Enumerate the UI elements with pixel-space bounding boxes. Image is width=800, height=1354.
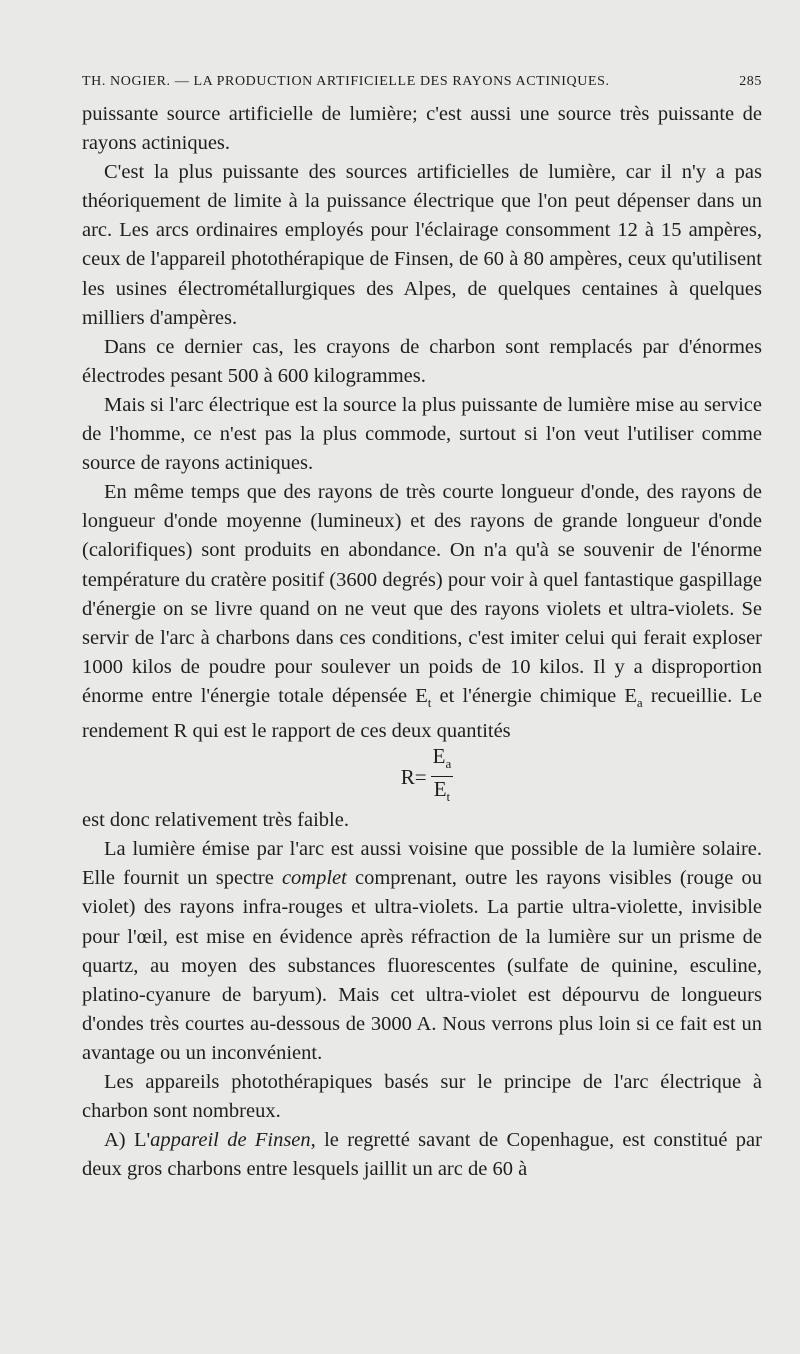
paragraph-1: puissante source artificielle de lumière; c'est aussi une source très puissante de rayons actiniques.	[82, 103, 762, 155]
paragraph-7-part-a: La lumière émise par l'arc est aussi voisine que possible de la lumière solaire. Elle fournit un spectre	[82, 838, 762, 890]
page-number: 285	[739, 74, 762, 89]
denominator-subscript: t	[446, 788, 451, 804]
paragraph-5	[82, 478, 762, 746]
formula-equals: =	[414, 764, 427, 789]
emphasis-appareil-finsen: appareil de Finsen	[150, 1129, 311, 1152]
paragraph-3: Dans ce dernier cas, les crayons de charbon sont remplacés par d'énormes électrodes pesant 500 à 600 kilogrammes.	[82, 335, 762, 387]
paragraph-6: est donc relativement très faible.	[82, 809, 349, 832]
paragraph-7-part-b: comprenant, outre les rayons visibles (rouge ou violet) des rayons infra-rouges et ultra-violets. La partie ultra-violette, invisible pour l'œil, est mise en évidence après réfraction de la lumière sur un prisme de quartz, au moyen des substances fluorescentes (sulfate de quinine, esculine, platino-cyanure de baryum). Mais cet ultra-violet est dépourvu de longueurs d'ondes très courtes au-dessous de 3000 A. Nous verrons plus loin si ce fait est un avantage ou un inconvénient.	[82, 867, 762, 1064]
formula-denominator	[434, 777, 450, 809]
paragraph-8: Les appareils photothérapiques basés sur le principe de l'arc électrique à charbon sont nombreux.	[82, 1071, 762, 1123]
paragraph-5-part-c: recueillie. Le rendement R qui est le rapport de ces deux quantités	[82, 684, 762, 743]
numerator-symbol: E	[432, 744, 446, 769]
paragraph-2: C'est la plus puissante des sources artificielles de lumière, car il n'y a pas théoriquement de limite à la puissance électrique que l'on peut dépenser dans un arc. Les arcs ordinaires employés pour l'éclairage consomment 12 à 15 ampères, ceux de l'appareil photothérapique de Finsen, de 60 à 80 ampères, ceux qu'utilisent les usines électrométallurgiques des Alpes, de quelques centaines à quelques milliers d'ampères.	[82, 161, 762, 329]
page-header	[82, 74, 762, 90]
paragraph-4: Mais si l'arc électrique est la source la plus puissante de lumière mise au service de l'homme, ce n'est pas la plus commode, surtout si l'on veut l'utiliser comme source de rayons actiniques.	[82, 393, 762, 475]
running-title: TH. NOGIER. — LA PRODUCTION ARTIFICIELLE DES RAYONS ACTINIQUES.	[82, 74, 610, 89]
denominator-symbol: E	[433, 776, 447, 801]
paragraph-5-part-a: En même temps que des rayons de très courte longueur d'onde, des rayons de longueur d'onde moyenne (lumineux) et des rayons de grande longueur d'onde (calorifiques) sont produits en abondance. On n'a qu'à se souvenir de l'énorme température du cratère positif (3600 degrés) pour voir à quel fantastique gaspillage d'énergie on se livre quand on ne veut que des rayons violets et ultra-violets. Se servir de l'arc à charbons dans ces conditions, c'est imiter celui qui ferait exploser 1000 kilos de poudre pour soulever un poids de 10 kilos. Il y a disproportion énorme entre l'énergie totale dépensée E	[82, 481, 762, 707]
formula-lhs: R	[400, 764, 415, 789]
paragraph-7	[82, 835, 762, 1068]
subscript-a: a	[636, 694, 643, 710]
paragraph-9-part-b: , le regretté savant de Copenhague, est constitué par deux gros charbons entre lesquels jaillit un arc de 60 à	[82, 1129, 762, 1181]
paragraph-9	[82, 1126, 762, 1184]
subscript-t: t	[427, 694, 432, 710]
numerator-subscript: a	[445, 756, 452, 772]
yield-formula	[82, 744, 762, 806]
paragraph-5-part-b: et l'énergie chimique E	[431, 684, 637, 707]
emphasis-complet: complet	[281, 867, 347, 890]
formula-numerator	[431, 745, 454, 776]
paragraph-9-part-a: A) L'	[104, 1129, 151, 1152]
formula-fraction	[431, 745, 454, 808]
